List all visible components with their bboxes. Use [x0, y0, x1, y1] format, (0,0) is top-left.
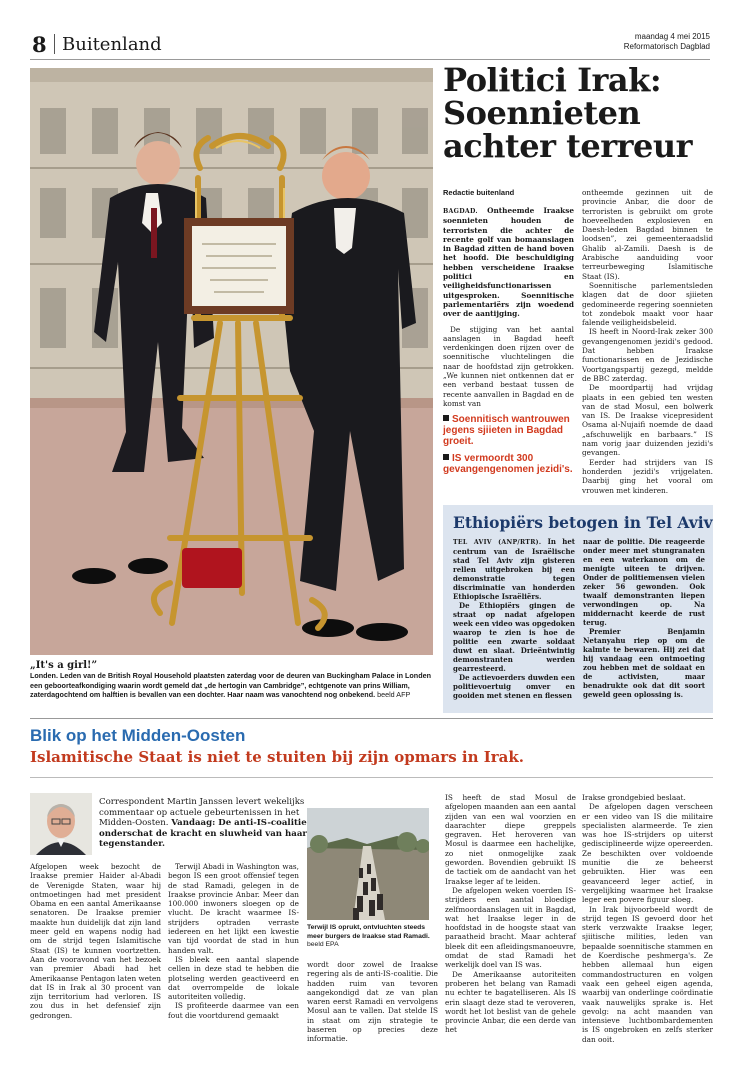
box-paragraph: De Ethiopiërs gingen de straat op nadat afgelopen week een video was opgedoken waarop te zien is hoe de politie een zwarte soldaat duwt en slaat. Drieëntwintig demonstranten werden gearresteerd.	[453, 601, 575, 673]
ramadi-photo-caption	[307, 924, 431, 950]
intro-bold-text: Vandaag: De anti-IS-coalitie onderschat de kracht en sluwheid van haar tegenstander.	[99, 818, 307, 849]
article-paragraph: ontheemde gezinnen uit de provincie Anbar, die door de terroristen is gebruikt om grote hoeveelheden explosieven en Daesh-leden Bagdad binnen te loodsen”, zei gemeenteraadslid Ghalib al-Zamili. Daesh is de Arabische aanduiding voor terreurbeweging Islamitische Staat (IS).	[582, 188, 713, 281]
publication-name: Reformatorisch Dagblad	[623, 42, 710, 51]
header-separator	[54, 34, 55, 54]
article-paragraph: De stijging van het aantal aanslagen in Bagdad heeft verdenkingen doen rijzen over de soennitische vluchtelingen die naar de hoofdstad zijn getrokken. „We kunnen niet ontkennen dat er een verband bestaat tussen de recente aanvallen in Bagdad en de komst van	[443, 324, 574, 408]
article-headline: Politici Irak: Soennieten achter terreur	[443, 61, 692, 165]
article-byline: Redactie buitenland	[443, 188, 515, 197]
article-column-2	[582, 188, 713, 495]
photo-caption	[30, 661, 433, 700]
section-paragraph: wordt door zowel de Iraakse regering als de anti-IS-coalitie. Die hadden ruim van tevoren aangekondigd dat ze van plan waren eerst Ramadi en vervolgens Mosul aan te vallen. Dat stelde IS in staat om zijn strategie te baseren op precies deze informatie.	[307, 960, 438, 1044]
section-paragraph: Irakse grondgebied beslaat.	[582, 793, 686, 802]
article-paragraph: Soennitische parlementsleden klagen dat de door sjiieten gedomineerde regering soennieten tot zondebok maakt voor haar falende veiligheidsbeleid.	[582, 280, 713, 328]
section-paragraph: IS bleek een aantal slapende cellen in deze stad te hebben die plotseling werden geactiveerd en dat overrompelde de lokale autoriteiten volledig.	[168, 954, 299, 1002]
section-paragraph: De afgelopen weken voerden IS-strijders een aantal bloedige zelfmoordaanslagen uit in Bagdad, wat het Iraakse leger in de hoofdstad in de hoogste staat van paraatheid bracht. Maar achteraf bleek dit een afleidingsmanoeuvre, omdat de stad Ramadi het werkelijk doel van IS was.	[445, 885, 576, 970]
intro-text: Correspondent Martin Janssen levert wekelijks commentaar op actuele gebeurtenissen in het Midden-Oosten.	[99, 797, 305, 828]
header-meta	[624, 32, 710, 52]
main-photo	[30, 68, 433, 655]
section-column-5	[582, 793, 713, 1044]
section-title: Blik op het Midden-Oosten	[30, 726, 246, 745]
page-header	[30, 30, 710, 60]
news-box-tel-aviv	[443, 505, 713, 713]
box-paragraph: Premier Benjamin Netanyahu riep op om de kalmte te bewaren. Hij zei dat hij vandaag een ontmoeting zou hebben met de soldaat en de activisten, maar benadrukte ook dat dit soort geweld geen oplossing is.	[583, 627, 705, 699]
section-divider	[30, 777, 713, 778]
section-column-4	[445, 793, 576, 1035]
article-paragraph: IS heeft in Noord-Irak zeker 300 gevangengenomen jezidi's gedood. Dat hebben Iraakse functionarissen en de Jezidische Voortgangspartij gezegd, meldde de BBC zaterdag.	[582, 327, 713, 383]
square-bullet-icon	[443, 415, 449, 421]
caption-credit: beeld AFP	[377, 690, 411, 700]
article-paragraph: De moordpartij had vrijdag plaats in een gebied ten westen van de stad Mosul, een bolwerk van IS. De Iraakse vicepresident Osama al-Nujaifi noemde de daad „afschuwelijk en barbaars.” IS nam vorig jaar duizenden jezidi's gevangen.	[582, 383, 713, 458]
pull-quote	[443, 414, 574, 447]
section-name: Buitenland	[62, 34, 162, 55]
pull-quote-text: Soennitisch wantrouwen jegens sjiieten in Bagdad groeit.	[443, 414, 570, 448]
box-column-1	[453, 537, 575, 700]
section-divider	[30, 718, 713, 719]
pull-quote	[443, 453, 574, 475]
section-column-3	[307, 960, 438, 1044]
author-photo	[30, 793, 92, 855]
box-paragraph: De actievoerders duwden een politievoertuig omver en gooiden met stenen en flessen	[453, 673, 575, 700]
section-subtitle: Islamitische Staat is niet te stuiten bij zijn opmars in Irak.	[30, 748, 524, 766]
article-paragraph: Eerder had strijders van IS honderden jezidi's vrijgelaten. Daarbij ging het vooral om vrouwen met kinderen.	[582, 457, 713, 495]
article-dateline: BAGDAD.	[443, 208, 478, 215]
square-bullet-icon	[443, 454, 449, 460]
section-paragraph: De afgelopen dagen verscheen er een video van IS die militaire specialisten alarmeerde. Te zien was hoe IS-strijders op uiterst gedisciplineerde wijze opereerden. Ze beschikten over voldoende munitie die ze beheerst gebruikten. Hier was een geavanceerd leger actief, in vergelijking waarmee het Iraakse leger een povere figuur sloeg.	[582, 802, 713, 905]
issue-date: maandag 4 mei 2015	[634, 32, 710, 41]
box-title: Ethiopiërs betogen in Tel Aviv	[453, 513, 713, 532]
section-paragraph: IS heeft de stad Mosul de afgelopen maanden aan een aantal zijden van een wal voorzien en daarachter diepe greppels gegraven. Het heroveren van Mosul is daarmee een hachelijke, zo niet onmogelijke zaak geworden. Bovendien gebruikt IS de tactiek om de aandacht van het Iraakse leger af te leiden.	[445, 793, 576, 886]
section-paragraph: Terwijl Abadi in Washington was, begon IS een groot offensief tegen de stad Ramadi, gelegen in de Iraakse provincie Anbar. Meer dan 100.000 inwoners sloegen op de vlucht. De kracht waarmee IS-strijders optraden verraste iedereen en het lijkt een kwestie van tijd voordat de stad in hun handen valt.	[168, 862, 299, 955]
box-lede	[453, 537, 575, 601]
ramadi-caption-text: Terwijl IS oprukt, ontvluchten steeds meer burgers de Iraakse stad Ramadi.	[307, 924, 430, 940]
box-lede-text: In het centrum van de Israëlische stad Tel Aviv zijn gisteren rellen uitgebroken bij een demonstratie tegen discriminatie van honderden Ethiopische Israëliërs.	[453, 537, 576, 601]
section-paragraph: IS profiteerde daarmee van een fout die voortdurend gemaakt	[168, 1001, 299, 1020]
section-paragraph: Afgelopen week bezocht de Iraakse premier Haider al-Abadi de Verenigde Staten, waar hij ontmoetingen had met president Obama en een aantal Amerikaanse senatoren. De Iraakse premier maakte hun duidelijk dat zijn land meer geld en wapens nodig had om de strijd tegen Islamitische Staat (IS) te kunnen voortzetten. Aan de vooravond van het bezoek van premier Abadi had het Amerikaanse Pentagon laten weten dat IS in Irak al 30 procent van zijn territorium had verloren. IS zou dus in het defensief zijn gedrongen.	[30, 862, 161, 1020]
section-column-1	[30, 862, 161, 1020]
box-paragraph: naar de politie. Die reageerde onder meer met stungranaten en een waterkanon om de menigte uiteen te drijven. Onder de politiemensen vielen zeker 56 gewonden. Ook twaalf demonstranten liepen verwondingen op. Na middernacht keerde de rust terug.	[583, 537, 705, 627]
ramadi-photo	[307, 808, 429, 920]
article-column-1	[443, 206, 574, 475]
box-column-2	[583, 537, 705, 699]
section-column-2	[168, 862, 299, 1020]
column-intro	[99, 797, 309, 850]
page-number: 8	[32, 32, 47, 57]
section-paragraph: In Irak bijvoorbeeld wordt de strijd tegen IS gevoerd door het sterk verzwakte Iraakse leger, sjiitische milities, leden van bepaalde soennitische stammen en de Koerdische peshmerga's. Ze hebben allemaal hun eigen commandostructuren en volgen vaak een geheel eigen agenda, waarbij van onderlinge coördinatie vaak nauwelijks sprake is. Het gevolg: na acht maanden van intensieve luchtbombardementen is IS ongebroken en zelfs sterker dan ooit.	[582, 904, 713, 1044]
article-lede	[443, 206, 574, 319]
caption-title: „It's a girl!”	[30, 660, 98, 671]
ramadi-caption-credit: beeld EPA	[307, 941, 339, 948]
article-lede-text: Ontheemde Iraakse soennieten houden de terroristen die achter de recente golf van bomaanslagen in Bagdad zitten de hand boven het hoofd. Die beschuldiging hebben verscheidene Iraakse politici en veiligheidsfunctionarissen uitgesproken. Soennitische parlementariërs zijn woedend over de aantijging.	[443, 206, 574, 319]
pull-quote-text: IS vermoordt 300 gevangengenomen jezidi's.	[443, 453, 573, 476]
section-paragraph: De Amerikaanse autoriteiten proberen het belang van Ramadi nu echter te bagatelliseren. Als IS erin slaagt deze stad te veroveren, wordt het lot beslist van de gehele provincie Anbar, die een derde van het	[445, 969, 576, 1035]
box-dateline: TEL AVIV (ANP/RTR).	[453, 539, 542, 546]
caption-body: Londen. Leden van de British Royal Household plaatsten zaterdag voor de deuren van Buckingham Palace in Londen een geboorteafkondiging waarin wordt gemeld dat „de hertogin van Cambridge”, echtgenote van prins William, zaterdagochtend om halftien is bevallen van een dochter. Haar naam was vanochtend nog onbekend.	[30, 671, 431, 700]
